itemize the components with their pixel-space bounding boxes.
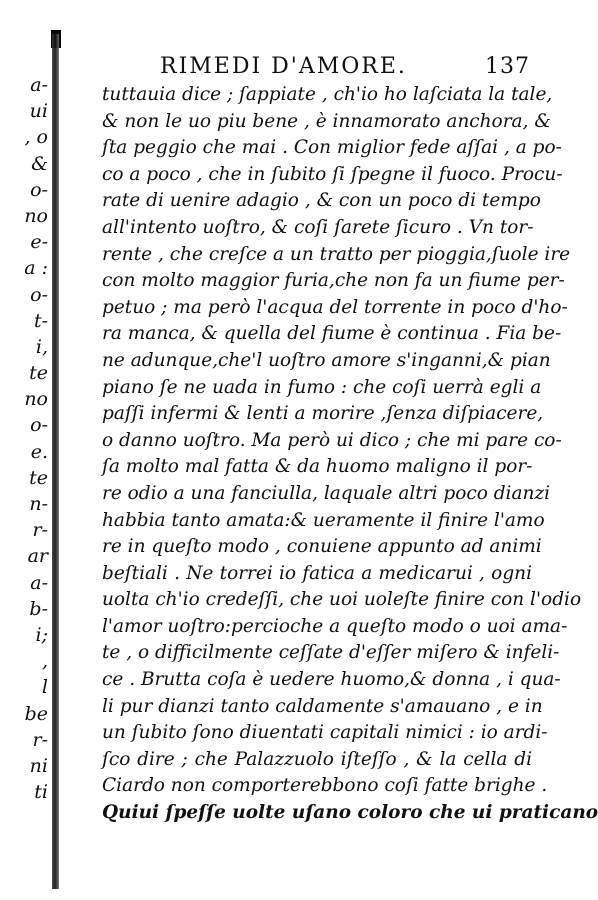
running-head-title: RIMEDI D'AMORE. (160, 54, 407, 79)
page-number: 137 (485, 54, 530, 79)
binding-gutter (0, 0, 80, 900)
fragment-line: o- (30, 178, 48, 201)
text-line: re in queſto modo , conuiene appunto ad animi (102, 536, 542, 558)
text-line: Quiui ſpeſſe uolte uſano coloro che ui praticano (102, 802, 598, 824)
text-line: co a poco , che in ſubito ſi ſpegne il fuoco. Procu- (102, 163, 563, 185)
text-line: Ciardo non comporterebbono coſi fatte brighe . (102, 775, 548, 797)
text-line: con molto maggior furia,che non fa un fiume per- (102, 270, 565, 292)
fragment-line: te (29, 466, 48, 489)
text-line: & non le uo piu bene , è innamorato anchora, & (102, 110, 551, 132)
fragment-line: , (41, 650, 48, 673)
fragment-line: ti (34, 781, 48, 804)
text-line: uolta ch'io credeſſi, che uoi uoleſte finire con l'odio (102, 589, 582, 611)
fragment-line: a- (30, 74, 48, 96)
fragment-line: ui (29, 100, 48, 123)
body-text (102, 82, 598, 827)
text-line: ne adunque,che'l uoſtro amore s'inganni,& pian (102, 349, 551, 371)
fragment-line: te (29, 362, 48, 385)
text-line: tuttauia dice ; ſappiate , ch'io ho laſciata la tale, (102, 84, 553, 105)
fragment-line: r- (32, 519, 48, 542)
fragment-line: ar (27, 545, 48, 568)
text-line: paſſi infermi & lenti a morire ,ſenza diſpiacere, (102, 403, 544, 425)
text-line: beſtiali . Ne torrei io fatica a medicarui , ogni (102, 562, 532, 584)
text-line: un ſubito ſono diuentati capitali nimici : io ardi- (102, 722, 548, 744)
text-line: all'intento uoſtro, & coſi ſarete ſicuro . Vn tor- (102, 216, 534, 238)
text-line: rente , che creſce a un tratto per pioggia,ſuole ire (102, 243, 571, 265)
binding-spine (52, 34, 59, 889)
fragment-line: no (24, 204, 48, 227)
fragment-line: n- (29, 493, 48, 515)
fragment-line: a- (30, 571, 48, 594)
text-line: ſa molto mal fatta & da huomo maligno il por- (102, 456, 533, 478)
text-line: o danno uoſtro. Ma però ui dico ; che mi pare co- (102, 429, 562, 451)
text-line: ra manca, & quella del fiume è continua . Fia be- (102, 323, 562, 345)
fragment-line: e. (30, 440, 48, 463)
text-line: habbia tanto amata:& ueramente il finire l'amo (102, 509, 545, 531)
fragment-line: o- (30, 414, 48, 437)
text-line: te , o difficilmente ceſſate d'eſſer miſero & infeli- (102, 642, 560, 664)
running-head (160, 54, 530, 84)
text-line: piano ſe ne uada in fumo : che coſi uerrà egli a (102, 376, 542, 398)
text-line: petuo ; ma però l'acqua del torrente in poco d'ho- (102, 296, 568, 318)
fragment-line: r- (32, 728, 48, 751)
text-line: ſco dire ; che Palazzuolo iſteſſo , & la cella di (102, 748, 532, 770)
text-line: re odio a una fanciulla, laquale altri poco dianzi (102, 482, 551, 504)
facing-page-fragments (0, 72, 48, 805)
text-line: l'amor uoſtro:percioche a queſto modo o uoi ama- (102, 615, 568, 637)
fragment-line: & (31, 152, 48, 175)
fragment-line: a : (24, 257, 48, 280)
text-line: ſta peggio che mai . Con miglior fede aſſai , a po- (102, 137, 562, 159)
text-line: rate di uenire adagio , & con un poco di tempo (102, 190, 541, 212)
fragment-line: e- (30, 231, 48, 254)
fragment-line: o- (30, 283, 48, 306)
fragment-line: no (24, 388, 48, 411)
text-line: li pur dianzi tanto caldamente s'amauano , e in (102, 695, 543, 717)
text-line: ce . Brutta coſa è uedere huomo,& donna , i qua- (102, 669, 561, 691)
fragment-line: i, (35, 335, 48, 358)
fragment-line: be (24, 702, 48, 725)
fragment-line: l (41, 676, 48, 699)
fragment-line: b- (29, 597, 48, 620)
fragment-line: ni (29, 754, 48, 777)
fragment-line: i; (35, 623, 48, 646)
fragment-line: , o (24, 126, 48, 149)
fragment-line: t- (33, 309, 48, 332)
